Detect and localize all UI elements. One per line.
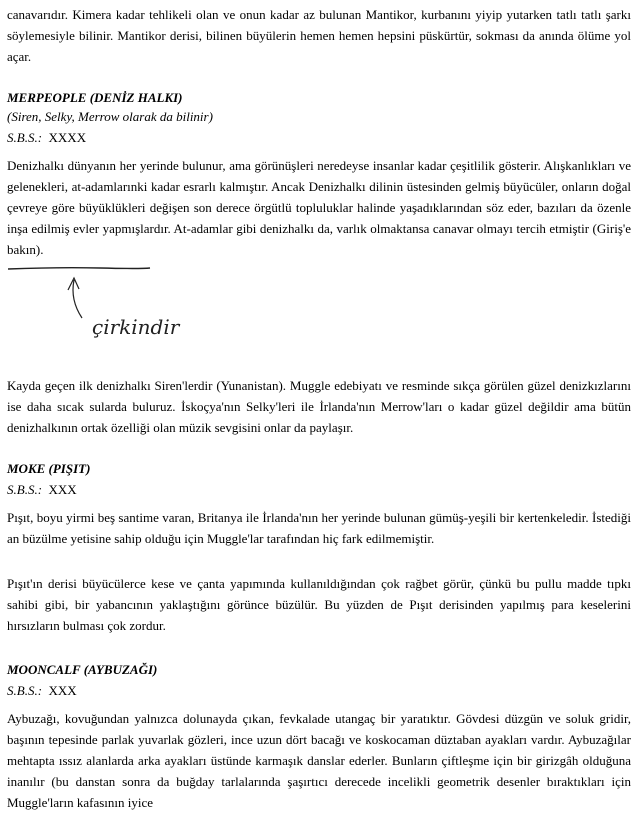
moke-sbs: [7, 479, 631, 500]
merpeople-title: MERPEOPLE (DENİZ HALKI): [7, 90, 183, 105]
sbs-label: S.B.S.:: [7, 683, 43, 698]
merpeople-sbs: [7, 127, 631, 148]
sbs-label: S.B.S.:: [7, 482, 43, 497]
handwritten-note-text: çirkindir: [92, 315, 180, 339]
moke-paragraph-2: Pışıt'ın derisi büyücülerce kese ve çanta yapımında kullanıldığından çok rağbet görür, çünkü bu pullu madde tıpkı sahibi gibi, bir yabancının yaklaştığını görünce büzülür. Bu yüzden de Pışıt derisinden yapılmış para keselerini hırsızların bulması çok zordur.: [7, 576, 631, 633]
intro-paragraph: canavarıdır. Kimera kadar tehlikeli olan ve onun kadar az bulunan Mantikor, kurbanını yiyip yutarken tatlı tatlı şarkı söylemesiyle bilinir. Mantikor derisi, bilinen büyülerin hemen hemen hepsini püskürtür, sokması da anında ölüme yol açar.: [7, 7, 631, 64]
sbs-value: XXXX: [48, 130, 87, 145]
sbs-label: S.B.S.:: [7, 130, 43, 145]
merpeople-paragraph-1: Denizhalkı dünyanın her yerinde bulunur, ama görünüşleri neredeyse insanlar kadar çeşitlilik gösterir. Alışkanlıkları ve gelenekleri, at-adamlarınki kadar esrarlı kalmıştır. Ancak Denizhalkı dilinin üstesinden gelmiş büyücüler, onların doğal çevreye göre büyüklükleri değişen son derece örgütlü topluluklar halinde yaşadıklarından söz eder, bazıları da özenle inşa edilmiş evler yapmışlardır. At-adamlar gibi denizhalkı da, varlık olmaktansa canavar olmayı tercih etmiştir (Giriş'e bakın).: [7, 158, 631, 257]
moke-paragraph-1: Pışıt, boyu yirmi beş santime varan, Britanya ile İrlanda'nın her yerinde bulunan gümüş-yeşili bir kertenkeledir. İstediği an büzülme yetisine sahip olduğu için Muggle'lar tarafından hiç fark edilmemiştir.: [7, 510, 631, 546]
handwritten-arrow-sketch: [0, 258, 200, 348]
moke-title: MOKE (PIŞIT): [7, 461, 91, 476]
merpeople-paragraph-2: Kayda geçen ilk denizhalkı Siren'lerdir (Yunanistan). Muggle edebiyatı ve resminde sıkça görülen güzel denizkızlarını ise daha sıcak sularda buluruz. İskoçya'nın Selky'leri ile İrlanda'nın Merrow'ları o kadar güzel değildir ama bütün denizhalkının ortak özelliği olan müzik sevgisini onlar da paylaşır.: [7, 378, 631, 435]
mooncalf-sbs: [7, 680, 631, 701]
sbs-value: XXX: [48, 683, 77, 698]
handwritten-annotation: [0, 258, 200, 348]
sbs-value: XXX: [48, 482, 77, 497]
mooncalf-paragraph-1: Aybuzağı, kovuğundan yalnızca dolunayda çıkan, fevkalade utangaç bir yaratıktır. Gövdesi düzgün ve soluk gridir, başının tepesinde parlak yuvarlak gözleri, ince uzun dört bacağı ve koskocaman düztaban ayakları vardır. Aybuzağılar mehtapta ıssız alanlarda arka ayakları üstünde karmaşık danslar ederler. Bunların çiftleşme için bir girizgâh olduğuna inanılır (bu danstan sonra da buğday tarlalarında şaşırtıcı derecede incelikli geometrik desenler bıraktıkları için Muggle'ların kafasının iyice: [7, 711, 631, 810]
merpeople-subtitle: (Siren, Selky, Merrow olarak da bilinir): [7, 109, 213, 124]
mooncalf-title: MOONCALF (AYBUZAĞI): [7, 662, 158, 677]
